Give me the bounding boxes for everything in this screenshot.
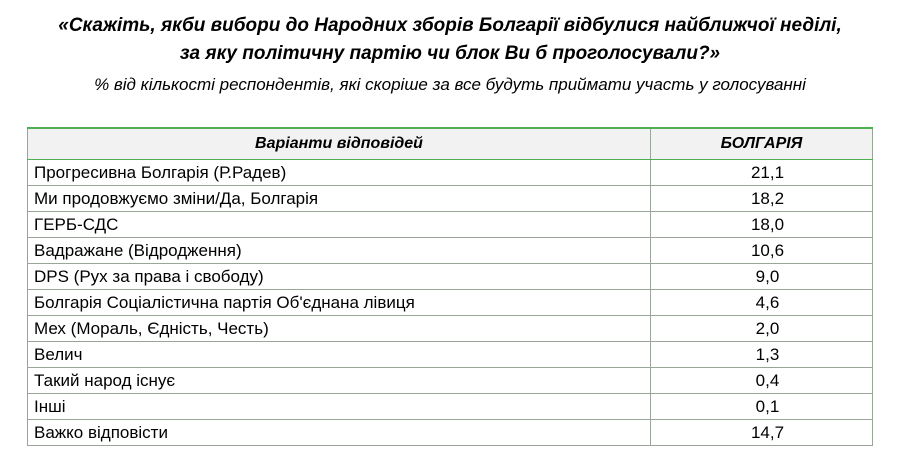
row-option: ГЕРБ-СДС bbox=[28, 212, 651, 238]
table-row bbox=[28, 420, 873, 446]
row-option: Велич bbox=[28, 342, 651, 368]
table-header-row bbox=[28, 128, 873, 160]
table-row bbox=[28, 368, 873, 394]
row-value: 10,6 bbox=[651, 238, 873, 264]
row-option: Вадражане (Відродження) bbox=[28, 238, 651, 264]
title-line-2: за яку політичну партію чи блок Ви б проголосували?» bbox=[179, 43, 721, 64]
table-row bbox=[28, 186, 873, 212]
table-row bbox=[28, 160, 873, 186]
row-value: 9,0 bbox=[651, 264, 873, 290]
row-value: 18,0 bbox=[651, 212, 873, 238]
row-value: 0,1 bbox=[651, 394, 873, 420]
row-option: Такий народ існує bbox=[28, 368, 651, 394]
results-table bbox=[27, 127, 873, 446]
row-value: 14,7 bbox=[651, 420, 873, 446]
table-row bbox=[28, 342, 873, 368]
row-value: 1,3 bbox=[651, 342, 873, 368]
row-option: Прогресивна Болгарія (Р.Радев) bbox=[28, 160, 651, 186]
row-value: 4,6 bbox=[651, 290, 873, 316]
row-value: 0,4 bbox=[651, 368, 873, 394]
table-row bbox=[28, 394, 873, 420]
table-row bbox=[28, 264, 873, 290]
row-option: Інші bbox=[28, 394, 651, 420]
subtitle: % від кількості респондентів, які скоріше за все будуть приймати участь у голосуванні bbox=[94, 75, 806, 94]
column-header-options: Варіанти відповідей bbox=[28, 128, 651, 160]
row-option: DPS (Рух за права і свободу) bbox=[28, 264, 651, 290]
row-option: Важко відповісти bbox=[28, 420, 651, 446]
row-option: Болгарія Соціалістична партія Об'єднана лівиця bbox=[28, 290, 651, 316]
row-value: 2,0 bbox=[651, 316, 873, 342]
table-row bbox=[28, 290, 873, 316]
table-row bbox=[28, 238, 873, 264]
row-value: 21,1 bbox=[651, 160, 873, 186]
results-table-container bbox=[27, 127, 872, 446]
row-value: 18,2 bbox=[651, 186, 873, 212]
table-row bbox=[28, 316, 873, 342]
table-body bbox=[28, 160, 873, 446]
column-header-bulgaria: БОЛГАРІЯ bbox=[651, 128, 873, 160]
row-option: Ми продовжуємо зміни/Да, Болгарія bbox=[28, 186, 651, 212]
row-option: Мех (Мораль, Єдність, Честь) bbox=[28, 316, 651, 342]
title-line-1: «Скажіть, якби вибори до Народних зборів Болгарії відбулися найближчої неділі, bbox=[58, 15, 842, 36]
table-row bbox=[28, 212, 873, 238]
